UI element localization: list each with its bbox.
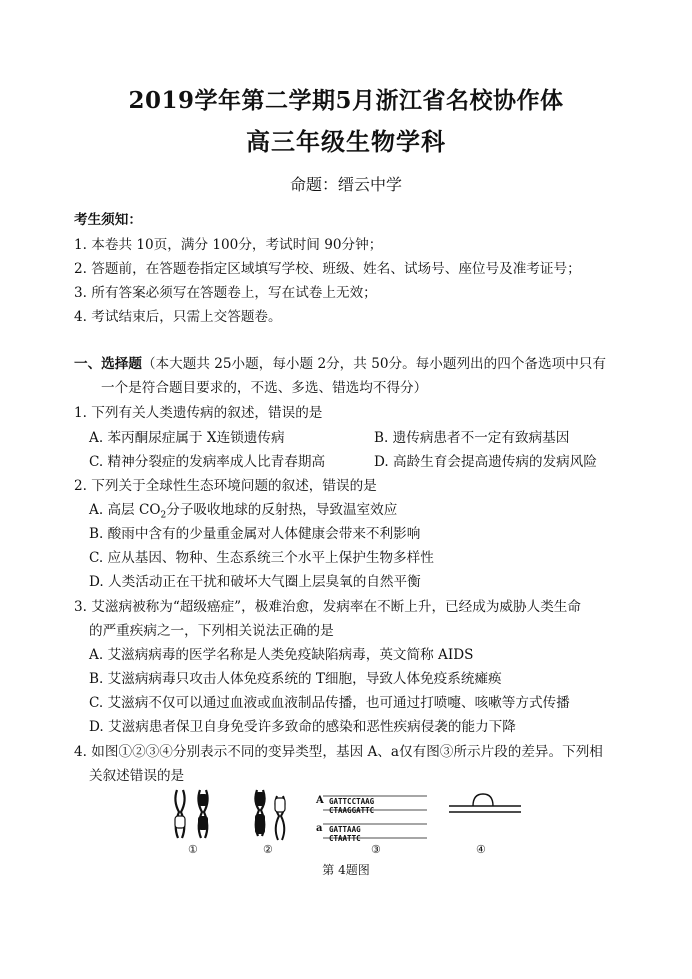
figure-caption: 第 4题图 — [322, 863, 370, 877]
q3-option-c: C. 艾滋病不仅可以通过血液或血液制品传播，也可通过打喷嚏、咳嗽等方式传播 — [89, 695, 570, 711]
q2-option-a-pre: A. 高层 CO — [89, 502, 161, 518]
fig-label-4: ④ — [476, 843, 486, 856]
notice-item-4: 4. 考试结束后，只需上交答题卷。 — [74, 309, 282, 325]
q1-stem: 1. 下列有关人类遗传病的叙述，错误的是 — [74, 405, 323, 421]
q2-option-c: C. 应从基因、物种、生态系统三个水平上保护生物多样性 — [89, 550, 434, 566]
notice-item-1: 1. 本卷共 10页，满分 100分，考试时间 90分钟； — [74, 237, 383, 253]
seq-a-top: GATTAAG — [329, 825, 361, 834]
notice-item-2: 2. 答题前，在答题卷指定区域填写学校、班级、姓名、试场号、座位号及准考证号； — [74, 261, 581, 277]
q1-option-b: B. 遗传病患者不一定有致病基因 — [374, 430, 570, 446]
section-desc-1: （本大题共 25小题，每小题 2分，共 50分。每小题列出的四个备选项中只有 — [141, 356, 606, 372]
chromosome-figure-1 — [175, 790, 208, 838]
exam-author: 命题：缙云中学 — [289, 175, 402, 194]
section-label: 一、选择题 — [74, 356, 142, 372]
q2-option-d: D. 人类活动正在干扰和破坏大气圈上层臭氧的自然平衡 — [89, 574, 421, 590]
notice-heading: 考生须知： — [74, 212, 142, 228]
section-header — [74, 352, 606, 372]
section-desc-2: 一个是符合题目要求的，不选、多选、错选均不得分） — [101, 380, 428, 396]
seq-A-bottom: CTAAGGATTC — [329, 806, 375, 815]
notice-item-3: 3. 所有答案必须写在答题卷上，写在试卷上无效； — [74, 285, 377, 301]
fig-label-1: ① — [188, 843, 198, 856]
q2-option-a-sub: 2 — [160, 510, 167, 521]
q3-stem-2: 的严重疾病之一，下列相关说法正确的是 — [89, 623, 334, 639]
gene-label-a: a — [316, 823, 323, 834]
q2-option-a-post: 分子吸收地球的反射热，导致温室效应 — [166, 502, 398, 518]
q4-stem-1: 4. 如图①②③④分别表示不同的变异类型，基因 A、a仅有图③所示片段的差异。下列相 — [74, 744, 603, 760]
exam-title: 2019学年第二学期5月浙江省名校协作体 — [128, 87, 564, 114]
chromosome-figure-2 — [255, 790, 285, 840]
fig-label-3: ③ — [371, 843, 381, 856]
seq-a-bottom: CTAATTC — [329, 834, 361, 843]
q1-option-a: A. 苯丙酮尿症属于 X连锁遗传病 — [89, 430, 285, 446]
q3-stem-1: 3. 艾滋病被称为“超级癌症”，极难治愈，发病率在不断上升，已经成为威胁人类生命 — [74, 599, 581, 615]
q2-stem: 2. 下列关于全球性生态环境问题的叙述，错误的是 — [74, 478, 377, 494]
exam-subtitle: 高三年级生物学科 — [246, 127, 446, 156]
fig-label-2: ② — [263, 843, 273, 856]
loop-figure-4 — [449, 794, 521, 812]
q4-stem-2: 关叙述错误的是 — [89, 768, 185, 784]
q2-option-a — [89, 498, 397, 521]
q1-option-c: C. 精神分裂症的发病率成人比青春期高 — [89, 454, 326, 470]
gene-label-A: A — [316, 795, 324, 806]
q1-option-d: D. 高龄生育会提高遗传病的发病风险 — [374, 454, 597, 470]
q3-option-d: D. 艾滋病患者保卫自身免受许多致命的感染和恶性疾病侵袭的能力下降 — [89, 719, 516, 735]
q2-option-b: B. 酸雨中含有的少量重金属对人体健康会带来不利影响 — [89, 526, 421, 542]
seq-A-top: GATTCCTAAG — [329, 797, 375, 806]
q3-option-a: A. 艾滋病病毒的医学名称是人类免疫缺陷病毒，英文简称 AIDS — [89, 647, 474, 663]
q3-option-b: B. 艾滋病病毒只攻击人体免疫系统的 T细胞，导致人体免疫系统瘫痪 — [89, 671, 502, 687]
